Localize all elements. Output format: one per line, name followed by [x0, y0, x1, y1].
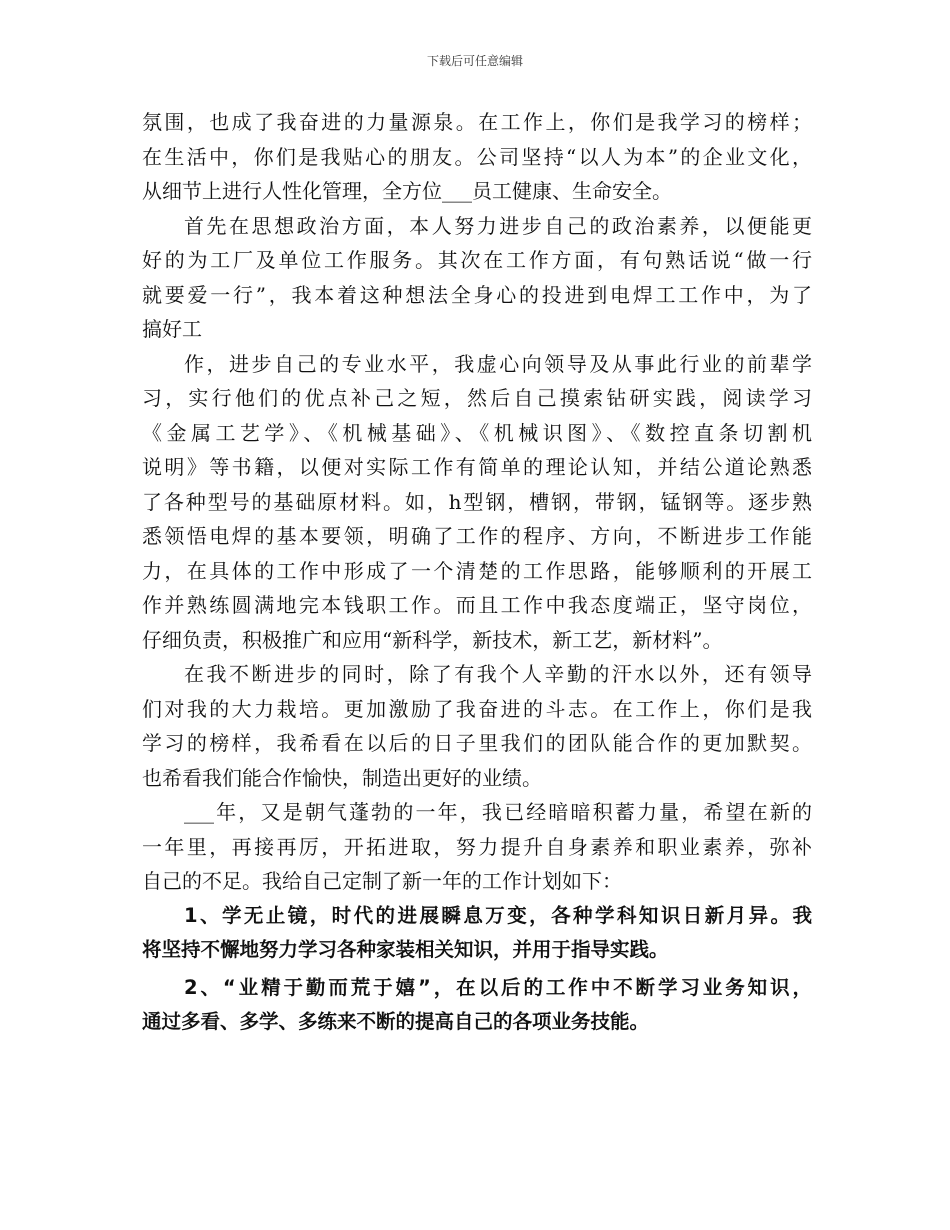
text-line: 氛围，也成了我奋进的力量源泉。在工作上，你们是我学习的榜样；	[142, 110, 812, 134]
text-line: 自己的不足。我给自己定制了新一年的工作计划如下：	[142, 869, 622, 893]
text-line: 习，实行他们的优点补己之短，然后自己摸索钻研实践，阅读学习	[142, 386, 812, 410]
paragraph-7	[142, 971, 812, 1040]
text-line: 学习的榜样，我希看在以后的日子里我们的团队能合作的更加默契。	[142, 731, 812, 755]
text-line: 也希看我们能合作愉快，制造出更好的业绩。	[142, 765, 542, 790]
text-line: 作并熟练圆满地完本钱职工作。而且工作中我态度端正，坚守岗位，	[142, 593, 812, 617]
paragraph-2	[142, 209, 812, 347]
text-line: 《金属工艺学》、《机械基础》、《机械识图》、《数控直条切割机	[142, 420, 812, 445]
text-line: 从细节上进行人性化管理，全方位___员工健康、生命安全。	[142, 179, 672, 203]
text-line: 就要爱一行”，我本着这种想法全身心的投进到电焊工工作中，为了	[142, 282, 812, 307]
text-line: 2、“业精于勤而荒于嬉”，在以后的工作中不断学习业务知识，	[184, 975, 812, 999]
text-line: 1、学无止镜，时代的进展瞬息万变，各种学科知识日新月异。我	[184, 903, 812, 927]
paragraph-1	[142, 105, 812, 209]
text-line: 搞好工	[142, 317, 202, 341]
text-line: 通过多看、多学、多练来不断的提高自己的各项业务技能。	[142, 1010, 650, 1033]
text-line: 悉领悟电焊的基本要领，明确了工作的程序、方向，不断进步工作能	[142, 524, 812, 548]
text-line: 力，在具体的工作中形成了一个清楚的工作思路，能够顺利的开展工	[142, 558, 812, 583]
text-line: 了各种型号的基础原材料。如，h型钢，槽钢，带钢，锰钢等。逐步熟	[142, 489, 812, 514]
text-line: 作，进步自己的专业水平，我虚心向领导及从事此行业的前辈学	[184, 351, 812, 376]
paragraph-5	[142, 795, 812, 899]
text-line: 在我不断进步的同时，除了有我个人辛勤的汗水以外，还有领导	[184, 662, 812, 686]
text-line: 在生活中，你们是我贴心的朋友。公司坚持“以人为本”的企业文化，	[142, 144, 812, 169]
text-line: 说明》等书籍，以便对实际工作有简单的理论认知，并结公道论熟悉	[142, 455, 812, 479]
text-line: 们对我的大力栽培。更加激励了我奋进的斗志。在工作上，你们是我	[142, 696, 812, 721]
document-body	[142, 105, 812, 1040]
paragraph-4	[142, 657, 812, 795]
text-line: ___年，又是朝气蓬勃的一年，我已经暗暗积蓄力量，希望在新的	[184, 800, 812, 824]
text-line: 一年里，再接再厉，开拓进取，努力提升自身素养和职业素养，弥补	[142, 834, 812, 859]
text-line: 首先在思想政治方面，本人努力进步自己的政治素养，以便能更	[184, 213, 812, 238]
text-line: 将坚持不懈地努力学习各种家装相关知识，并用于指导实践。	[142, 938, 669, 961]
text-line: 仔细负责，积极推广和应用“新科学，新技术，新工艺，新材料”。	[142, 627, 723, 652]
page-header: 下载后可任意编辑	[426, 54, 523, 68]
paragraph-6	[142, 899, 812, 968]
text-line: 好的为工厂及单位工作服务。其次在工作方面，有句熟话说“做一行	[142, 248, 812, 272]
paragraph-3	[142, 347, 812, 658]
